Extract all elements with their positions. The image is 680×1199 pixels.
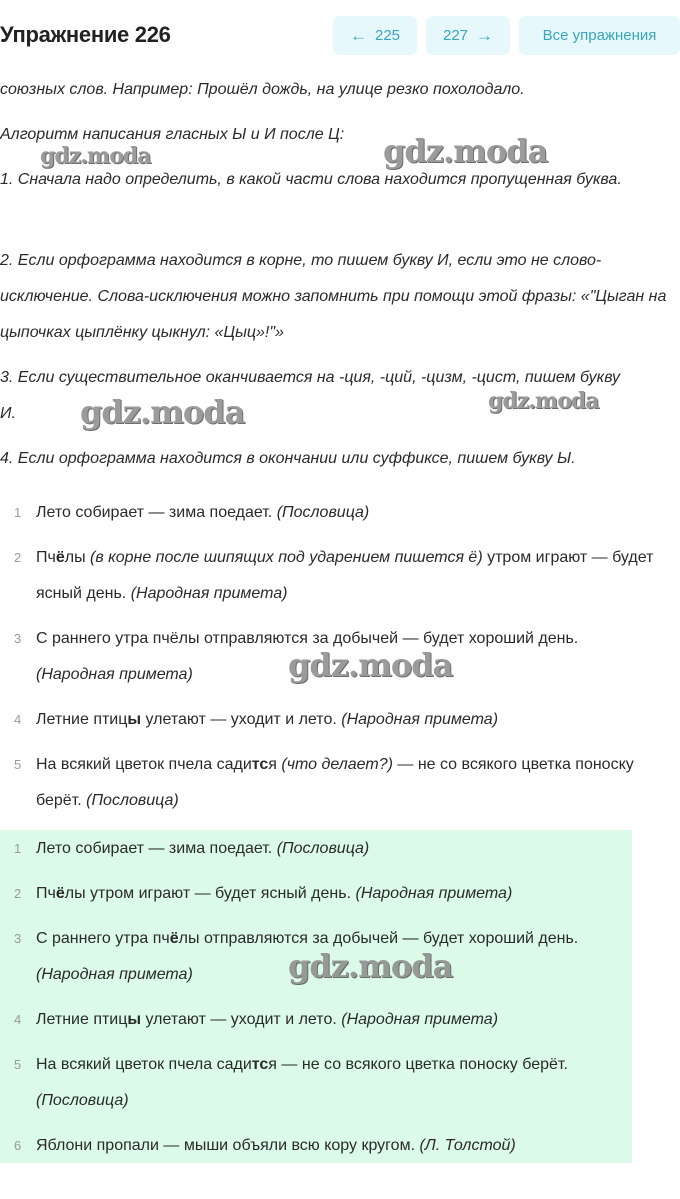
all-exercises-label: Все упражнения — [542, 27, 657, 44]
italic-note: (Народная примета) — [355, 885, 513, 902]
italic-note: (в корне после шипящих под ударением пишется ё) — [90, 549, 483, 566]
item-text: утром играют — будет ясный день. — [36, 549, 654, 602]
rule-4: 4. Если орфограмма находится в окончании или суффиксе, пишем букву Ы. — [0, 450, 576, 467]
item-text: Яблони пропали — мыши объяли всю кору кругом. — [36, 1137, 420, 1154]
list-item — [0, 747, 660, 819]
italic-note: (Народная примета) — [36, 966, 193, 983]
item-text: — не со всякого цветка поноску берёт. — [36, 756, 634, 809]
list-item — [0, 702, 660, 738]
item-number: 1 — [14, 505, 22, 520]
item-text: С раннего утра пчёлы отправляются за добычей — будет хороший день. — [36, 630, 579, 647]
item-number: 5 — [14, 757, 22, 772]
highlighted-letter: тс — [251, 1056, 269, 1073]
item-text: я — [268, 756, 282, 773]
arrow-left-icon: ← — [349, 25, 367, 45]
item-text: Лето собирает — зима поедает. — [36, 504, 277, 521]
italic-note: (что делает?) — [281, 756, 393, 773]
item-text: Летние птиц — [36, 711, 128, 728]
item-text: Лето собирает — зима поедает. — [36, 840, 277, 857]
watermark: gdz.moda — [288, 947, 453, 985]
watermark: gdz.moda — [80, 393, 245, 431]
item-text: улетают — уходит и лето. — [141, 1011, 342, 1028]
list-item — [0, 540, 660, 612]
item-text: Летние птиц — [36, 1011, 128, 1028]
italic-note: (Пословица) — [276, 504, 370, 521]
item-text: На всякий цветок пчела сади — [36, 756, 252, 773]
watermark: gdz.moda — [383, 132, 548, 170]
highlighted-letter: тс — [251, 756, 269, 773]
list-item — [0, 1002, 628, 1038]
watermark: gdz.moda — [488, 388, 599, 414]
item-text: На всякий цветок пчела сади — [36, 1056, 252, 1073]
item-text: лы отправляются за добычей — будет хороший день. — [178, 930, 579, 947]
highlighted-letter: ы — [127, 711, 142, 728]
italic-note: (Народная примета) — [341, 1011, 499, 1028]
italic-note: (Народная примета) — [130, 585, 288, 602]
item-text: Пч — [36, 549, 56, 566]
watermark: gdz.moda — [40, 143, 151, 169]
italic-note: (Народная примета) — [36, 666, 193, 683]
list-item — [0, 876, 628, 912]
rule-1: 1. Сначала надо определить, в какой части слова находится пропущенная буква. — [0, 171, 622, 188]
italic-note: (Пословица) — [36, 1092, 129, 1109]
item-number: 1 — [14, 841, 22, 856]
rule-2: 2. Если орфограмма находится в корне, то пишем букву И, если это не слово-исключение. Слова-исключения можно запомнить при помощи этой фразы: «"Цыган на цыпочках цыплёнку цыкнул: «Цыц»!"» — [0, 252, 667, 341]
item-text: лы — [64, 549, 91, 566]
item-number: 5 — [14, 1057, 22, 1072]
list-item — [0, 1128, 628, 1164]
item-text: лы утром играют — будет ясный день. — [64, 885, 356, 902]
next-exercise-button[interactable] — [426, 16, 510, 55]
next-exercise-label: 227 — [442, 27, 469, 44]
item-text: С раннего утра пч — [36, 930, 170, 947]
intro-paragraph: союзных слов. Например: Прошёл дождь, на улице резко похолодало. — [0, 81, 525, 98]
list-item — [0, 495, 660, 531]
item-text: я — не со всякого цветка поноску берёт. — [268, 1056, 568, 1073]
highlighted-letter: ё — [169, 930, 179, 947]
highlighted-letter: ы — [127, 1011, 142, 1028]
item-number: 2 — [14, 886, 22, 901]
item-text: Пч — [36, 885, 56, 902]
highlighted-letter: ё — [55, 549, 65, 566]
list-item — [0, 1047, 628, 1119]
italic-note: (Л. Толстой) — [419, 1137, 516, 1154]
list-item — [0, 831, 628, 867]
item-number: 6 — [14, 1138, 22, 1153]
item-number: 3 — [14, 631, 22, 646]
arrow-right-icon: → — [476, 25, 494, 45]
item-text: улетают — уходит и лето. — [141, 711, 342, 728]
watermark: gdz.moda — [288, 646, 453, 684]
italic-note: (Народная примета) — [341, 711, 499, 728]
page-title: Упражнение 226 — [0, 22, 171, 47]
italic-note: (Пословица) — [86, 792, 179, 809]
prev-exercise-button[interactable] — [333, 16, 417, 55]
prev-exercise-label: 225 — [374, 27, 401, 44]
all-exercises-button[interactable] — [519, 16, 680, 55]
highlighted-letter: ё — [55, 885, 65, 902]
item-number: 4 — [14, 1012, 22, 1027]
algorithm-heading: Алгоритм написания гласных Ы и И после Ц: — [0, 126, 345, 143]
item-number: 2 — [14, 550, 22, 565]
answer-list — [0, 831, 628, 1173]
item-number: 3 — [14, 931, 22, 946]
italic-note: (Пословица) — [276, 840, 370, 857]
rule-3: 3. Если существительное оканчивается на -ция, -ций, -цизм, -цист, пишем букву И. — [0, 369, 621, 422]
item-number: 4 — [14, 712, 22, 727]
